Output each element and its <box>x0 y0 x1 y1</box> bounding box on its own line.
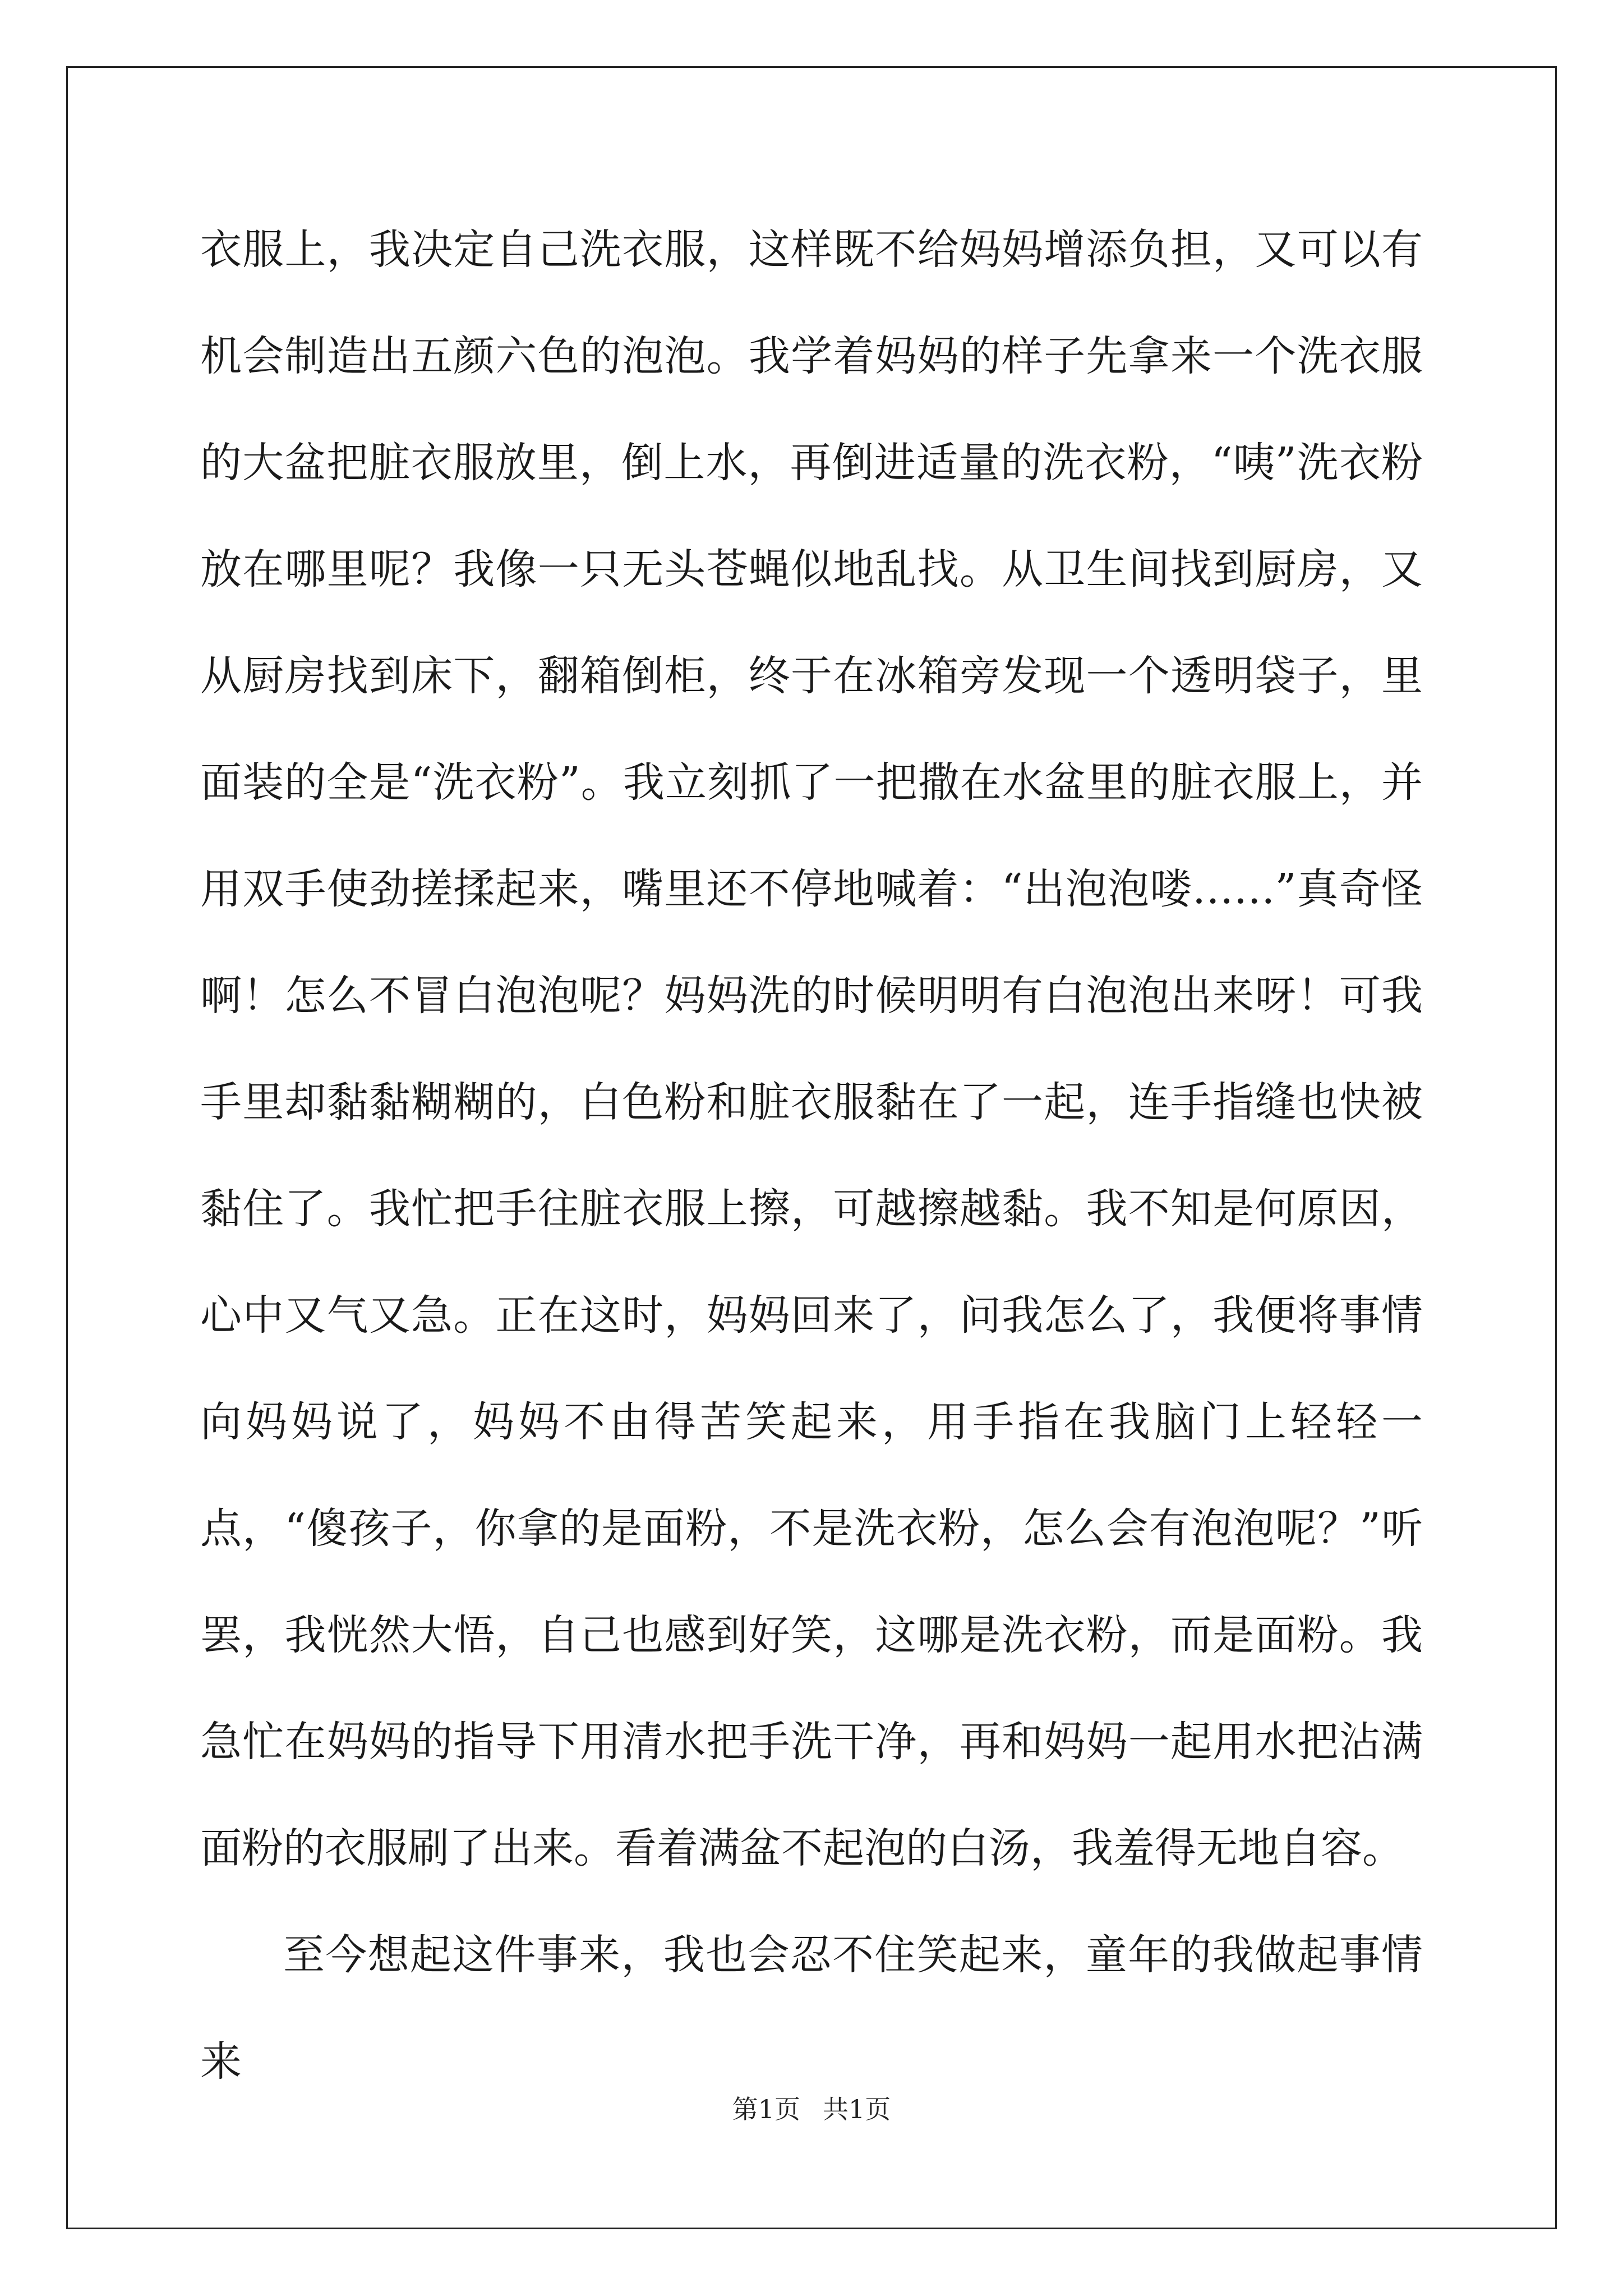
paragraph-2: 至今想起这件事来，我也会忍不住笑起来，童年的我做起事情来 <box>200 1931 1423 2086</box>
paragraph-1: 衣服上，我决定自己洗衣服，这样既不给妈妈增添负担，又可以有机会制造出五颜六色的泡泡。我学着妈妈的样子先拿来一个洗衣服的大盆把脏衣服放里，倒上水，再倒进适量的洗衣粉，“咦”洗衣粉放在哪里呢？我像一只无头苍蝇似地乱找。从卫生间找到厨房，又从厨房找到床下，翻箱倒柜，终于在冰箱旁发现一个透明袋子，里面装的全是“洗衣粉”。我立刻抓了一把撒在水盆里的脏衣服上，并用双手使劲搓揉起来，嘴里还不停地喊着：“出泡泡喽……”真奇怪啊！怎么不冒白泡泡呢？妈妈洗的时候明明有白泡泡出来呀！可我手里却黏黏糊糊的，白色粉和脏衣服黏在了一起，连手指缝也快被黏住了。我忙把手往脏衣服上擦，可越擦越黏。我不知是何原因，心中又气又急。正在这时，妈妈回来了，问我怎么了，我便将事情向妈妈说了，妈妈不由得苦笑起来，用手指在我脑门上轻轻一点，“傻孩子，你拿的是面粉，不是洗衣粉，怎么会有泡泡呢？”听罢，我恍然大悟，自己也感到好笑，这哪是洗衣粉，而是面粉。我急忙在妈妈的指导下用清水把手洗干净，再和妈妈一起用水把沾满面粉的衣服刷了出来。看着满盆不起泡的白汤，我羞得无地自容。 <box>200 226 1423 1872</box>
page-total: 共1页 <box>823 2094 891 2124</box>
page-footer <box>0 2092 1623 2126</box>
page-number: 第1页 <box>732 2094 800 2124</box>
document-body <box>200 196 1423 2115</box>
